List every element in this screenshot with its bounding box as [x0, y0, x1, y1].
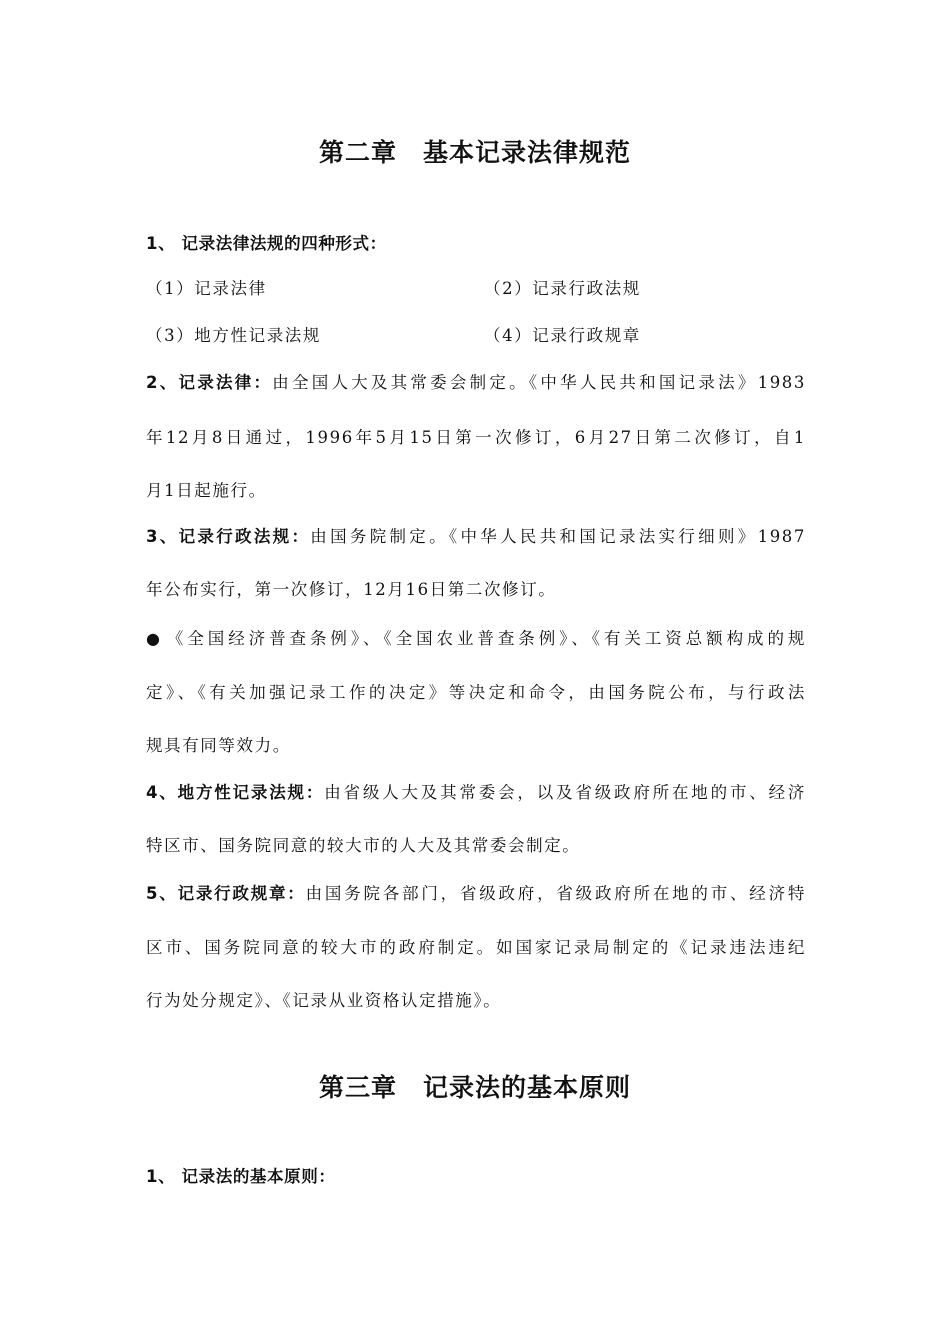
item-2-line-2: 年12月8日通过，1996年5月15日第一次修订，6月27日第二次修订，自1	[146, 428, 806, 447]
item-5-label: 5、记录行政规章：	[146, 884, 306, 903]
bullet-icon: ●	[146, 629, 164, 648]
item-3-label: 3、记录行政法规：	[146, 527, 311, 546]
form-2: （2）记录行政法规	[484, 279, 641, 298]
item-5-line-3: 行为处分规定》、《记录从业资格认定措施》。	[146, 991, 502, 1010]
form-4: （4）记录行政规章	[484, 326, 641, 345]
bullet-para-line-3: 规具有同等效力。	[146, 736, 291, 755]
item-2-text-1: 由全国人大及其常委会制定。《中华人民共和国记录法》1983	[272, 373, 806, 392]
chapter-3-title: 第三章 记录法的基本原则	[318, 1073, 631, 1102]
item-4-line-2: 特区市、国务院同意的较大市的人大及其常委会制定。	[146, 836, 581, 855]
bullet-para-text-1: 《全国经济普查条例》、《全国农业普查条例》、《有关工资总额构成的规	[166, 629, 806, 648]
item-3-line-2: 年公布实行，第一次修订，12月16日第二次修订。	[146, 580, 557, 599]
item-4-text-1: 由省级人大及其常委会，以及省级政府所在地的市、经济	[324, 783, 807, 802]
chapter-2-title: 第二章 基本记录法律规范	[318, 138, 631, 167]
item-2-label: 2、记录法律：	[146, 373, 273, 392]
item-2-line-1	[146, 371, 806, 395]
form-1: （1）记录法律	[146, 279, 267, 298]
item-4-label: 4、地方性记录法规：	[146, 783, 325, 802]
item-5-line-1	[146, 882, 806, 906]
item-5-line-2: 区市、国务院同意的较大市的政府制定。如国家记录局制定的《记录违法违纪	[146, 938, 806, 957]
chapter-3-item-1-heading: 1、 记录法的基本原则：	[146, 1167, 336, 1186]
bullet-para-line-1	[146, 627, 806, 651]
item-3-text-1: 由国务院制定。《中华人民共和国记录法实行细则》1987	[310, 527, 806, 546]
item-5-text-1: 由国务院各部门，省级政府，省级政府所在地的市、经济特	[305, 884, 806, 903]
bullet-para-line-2: 定》、《有关加强记录工作的决定》等决定和命令，由国务院公布，与行政法	[146, 683, 806, 702]
item-3-line-1	[146, 525, 806, 549]
form-3: （3）地方性记录法规	[146, 326, 321, 345]
item-2-line-3: 月1日起施行。	[146, 481, 267, 500]
item-4-line-1	[146, 781, 806, 805]
item-1-heading: 1、 记录法律法规的四种形式：	[146, 234, 387, 253]
